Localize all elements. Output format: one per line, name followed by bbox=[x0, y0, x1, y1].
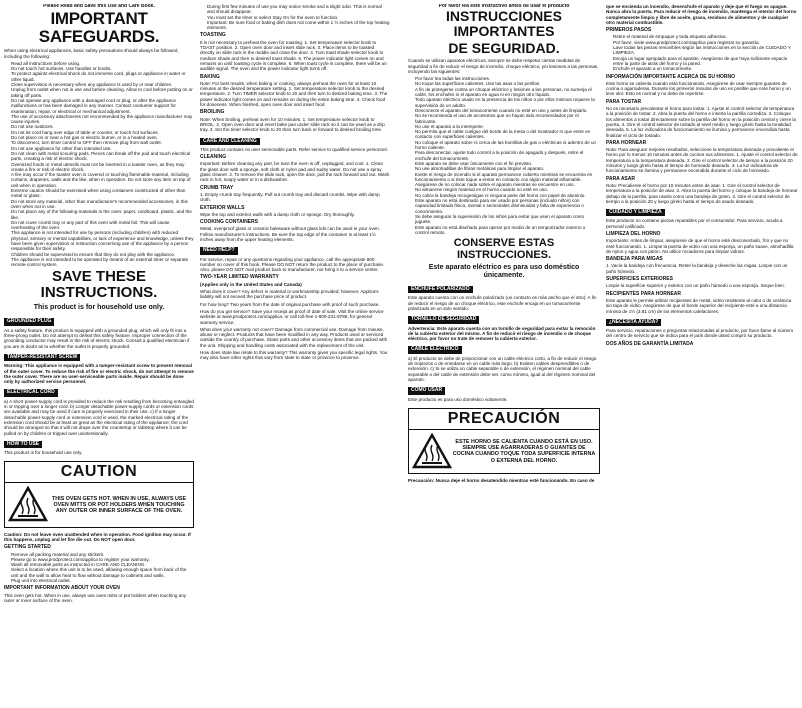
list-item: • The use of accessory attachments not recommended by the appliance manufacturer may cause injuries. bbox=[11, 114, 194, 125]
crumb-tray-heading: CRUMB TRAY bbox=[200, 184, 234, 191]
list-item: • No coloque el aparato sobre ni cerca de las hornillas de gas o eléctricas ni adentro de un horno caliente. bbox=[415, 140, 600, 151]
list-item: • Desconecte el aparato del tomacorriente cuando no esté en uso y antes de limpiarlo. bbox=[415, 108, 600, 113]
list-item: • A fin de protegerse contra un choque eléctrico y lesiones a las personas, no sumerja el cable, los enchufes ni el aparato en agua ni en ningún otro líquido. bbox=[415, 87, 600, 98]
list-item: • No toque las superficies calientes. Use las asas o las perillas. bbox=[415, 81, 600, 86]
list-item: • Se debe asegurar la supervisión de los niños para evitar que usen el aparato como juguete. bbox=[415, 214, 600, 225]
list-item: • Este aparato se debe usar únicamente con el fin previsto. bbox=[415, 161, 600, 166]
cooking-containers-text: Metal, ovenproof glass or ceramic bakeware without glass lids can be used in your oven. Follow manufacturer's instructions. Be sure the top edge of the container is at least 1½ inches away from the upper heating elements. bbox=[200, 226, 381, 242]
spanish-caution-header bbox=[409, 409, 599, 430]
list-item: • Do not cover crumb tray or any part of this oven with metal foil. This will cause overheating of the oven. bbox=[11, 220, 194, 231]
limpieza-horno-heading: LIMPIEZA DEL HORNO bbox=[606, 230, 661, 237]
exterior-walls-text: Wipe the top and exterior walls with a damp cloth or sponge. Dry thoroughly. bbox=[200, 211, 355, 217]
list-item: • Este aparato no está destinado para ser usado por personas (incluido niños) con capacidad limitada física, mental o sensoriales disminuidas y falta de experiencia o conocimiento. bbox=[415, 198, 600, 214]
bandeja-migas-heading: BANDEJA PARA MIGAS bbox=[606, 256, 663, 263]
info-horno-text: Este horno se calienta cuando está funcionando. Asegúrese de usar siempre guantes de cocina o agarraderas. Durante los primeros minutos de uso es posible que note humo y un leve olor. Esto es normal y no debe de repetirse. bbox=[606, 80, 791, 97]
english-column-2 bbox=[200, 4, 390, 704]
cuidado-limpieza-text: Este producto no contiene piezas reparables por el consumidor. Para servicio, acuda a personal calificado. bbox=[606, 218, 783, 229]
spanish-tamper-text: Advertencia: Este aparato cuenta con un tornillo de seguridad para evitar la remoción de la cubierta exterior del mismo. A fin de reducir el riesgo de incendio o de choque eléctrico, por favor no trate de remover la cubierta exterior. bbox=[408, 325, 596, 342]
necesita-ayuda-heading: ¿NECESITA AYUDA? bbox=[606, 319, 661, 326]
garantia-heading: DOS AÑOS DE GARANTÍA LIMITADA bbox=[606, 340, 694, 347]
cooking-containers-heading: COOKING CONTAINERS bbox=[200, 219, 258, 226]
list-item: • Select a location where this unit is to be used, allowing enough space from back of the unit and the wall to allow heat to flow without damage to cabinets and walls. bbox=[11, 567, 194, 578]
list-item: • You must set the timer or select Stay On for the oven to function. bbox=[207, 15, 390, 20]
broiling-heading: BROILING bbox=[200, 109, 225, 116]
baking-text: Note: For best results, when baking or cooking, always preheat the oven for at least 10 minutes at the desired temperature setting. 1. Set temperature selector knob to the desired temperature. 2. Turn TIMER selector knob to 20 and then turn to desired baking time. 3. The power indicator light comes on and remains on during the entire baking time. 4. Check food for doneness. When finished, open oven door and insert food. bbox=[200, 80, 388, 108]
list-item: • Por favor, visite www.prodprotect.com/applica para registrar su garantía. bbox=[613, 40, 798, 45]
warranty-duration: For how long? Two years from the date of original purchase with proof of such purchase. bbox=[200, 301, 380, 307]
list-item: • Close supervision is necessary when any appliance is used by or near children. bbox=[11, 82, 194, 87]
para-asar-heading: PARA ASAR bbox=[606, 175, 635, 182]
list-item: • Do not place on or near a hot gas or electric burner, or in a heated oven. bbox=[11, 135, 194, 140]
electrical-cord-text: a) A short power-supply cord is provided to reduce the risk resulting from becoming entangled in or tripping over a longer cord. b) Longer detachable power-supply cords or extension cords are available and may be used if care is properly exercised in their use. c) If a longer detachable power-supply cord or extension cord is used, the marked electrical rating of the extension cord should be at least as great as the electrical rating of the appliance; the cord should be arranged so that it will not drape over the countertop or tabletop where it can be pulled on by children or tripped over unintentionally. bbox=[4, 398, 194, 436]
list-item: • Do not operate any appliance with a damaged cord or plug, or after the appliance malfunctions or has been damaged in any manner. Contact consumer support for examination, repair, or electrical or mechanical adjustment. bbox=[11, 98, 194, 114]
spanish-cord-heading: CABLE ELÉCTRICO bbox=[408, 346, 462, 353]
list-item: • Retire el material de empaque y toda etiqueta adhesiva. bbox=[613, 34, 798, 39]
list-item: • No use almohadillas de fibras metálicas para limpiar el aparato. bbox=[415, 166, 600, 171]
baking-heading: BAKING bbox=[200, 73, 220, 80]
spanish-caution-note: Precaución: Nunca deje el horno desatendido mientras esté funcionando. En caso de bbox=[408, 478, 595, 484]
list-item: • Children should be supervised to ensure that they do not play with the appliance. bbox=[11, 252, 194, 257]
para-hornear-text: Nota: Para asegurar mejores resultados, seleccione la temperatura deseada y precaliente el horno por lo menos 10 minutos antes de cocinar sus alimentos. 1. Ajuste el control selector de temperatura a la temperatura deseada. 2. Gire el control selector de tiempo a la posición 20 minutos y luego gírelo hasta el tiempo de horneado deseado. 3. La luz indicadora de funcionamiento se ilumina y permanece encendida durante el ciclo de horneado. bbox=[606, 147, 798, 174]
spanish-kicker: Por favor lea este instructivo antes de usar el producto bbox=[438, 4, 570, 9]
list-item: • Do not touch hot surfaces. Use handles or knobs. bbox=[11, 66, 194, 71]
usage-notes-list bbox=[200, 4, 390, 30]
english-column-1 bbox=[4, 4, 194, 704]
save-instructions-title: SAVE THESE INSTRUCTIONS. bbox=[40, 268, 158, 302]
list-item: • Unplug from outlet when not in use and before cleaning. Allow to cool before putting on or taking off parts. bbox=[11, 87, 194, 98]
list-item: • Remove all packing material and any stickers. bbox=[11, 552, 194, 557]
para-asar-text: Nota: Precaliente el horno por 10 minutos antes de asar. 1. Gire el control selector de temperatura a la posición de asar. 2. Abra la puerta del horno y coloque la bandeja de hornear debajo de la parrilla, para usarla como una bandeja de goteo. 3. Gire el control selector de tiempo a la posición 20 y luego gírelo hasta el tiempo de asado deseado. bbox=[606, 182, 798, 204]
how-to-use-heading: HOW TO USE bbox=[4, 441, 42, 448]
warranty-subheading: (Applies only in the United States and Canada) bbox=[200, 281, 302, 287]
spanish-save-title: CONSERVE ESTAS INSTRUCCIONES. bbox=[453, 237, 555, 262]
spanish-intro: Cuando se utilizan aparatos eléctricos, siempre se debe respetar ciertas medidas de seguridad a fin de reducir el riesgo de incendio, choque eléctrico, y/o lesiones a las personas, incluyendo las siguientes: bbox=[408, 58, 599, 74]
spanish-safeguards-list bbox=[408, 76, 600, 235]
list-item: • No cubra la bandeja recogemigas ni ninguna parte del horno con papel de aluminio. bbox=[415, 193, 600, 198]
spanish-fire-warning: que se encienda un incendio, desenchufe el aparato y deje que el fuego se apague. Nunca abra la puerta. Para reducir el riesgo de incendio, mantenga el interior del horno completamente limpio y libre de aceite, grasa, residuos de alimentos y de cualquier otro material combustible. bbox=[606, 4, 797, 25]
list-item: • Do not clean with metal scouring pads. Pieces can break off the pad and touch electrical parts, creating a risk of electric shock. bbox=[11, 151, 194, 162]
tamper-screw-text: Warning: This appliance is equipped with a tamper-resistant screw to prevent removal of the outer cover. To reduce the risk of fire or electric shock, do not attempt to remove the outer cover. There are no user-serviceable parts inside. Repair should be done only by authorized service personnel. bbox=[4, 363, 194, 385]
exterior-walls-heading: EXTERIOR WALLS bbox=[200, 204, 245, 211]
warranty-state-law: How does state law relate to this warranty? This warranty gives you specific legal rights. You may also have other rights that vary from state to state or province to province. bbox=[200, 350, 388, 361]
spanish-caution-body bbox=[409, 430, 599, 473]
electrical-cord-heading: ELECTRICAL CORD bbox=[4, 389, 58, 396]
grounded-plug-heading: GROUNDED PLUG bbox=[4, 318, 54, 325]
list-item: • To disconnect, turn timer control to OFF then remove plug from wall outlet. bbox=[11, 140, 194, 145]
bandeja-migas-text: 1. Vacíe la bandeja con frecuencia. Retire la bandeja y deseche las migas. Limpie con un paño húmedo. bbox=[606, 263, 788, 274]
getting-started-heading: GETTING STARTED bbox=[4, 544, 51, 551]
toasting-text: It is not necessary to preheat the oven for toasting. 1. Set temperature selector knob to TOAST position. 2. Open oven door and insert slide rack. 3. Place items to be toasted directly on slide rack in the middle and close the door. 4. Turn toast shade selector knob to medium shade and then to desired toast shade. 5. The power indicator light comes on and remains on until toasting cycle is complete. 6. When toast cycle is complete, there will be an audible signal. The oven and the power indicator light turns off. bbox=[200, 39, 387, 72]
hot-surface-warning-icon bbox=[8, 486, 48, 523]
necesita-ayuda-text: Para servicio, reparaciones o preguntas relacionadas al producto, por favor llame al número del centro de servicio que se indica para el país donde usted compró su producto. bbox=[606, 328, 794, 339]
safeguards-list bbox=[4, 61, 194, 268]
caution-header bbox=[5, 462, 193, 483]
spanish-title-line1: INSTRUCCIONES IMPORTANTES bbox=[446, 8, 562, 40]
important-info-heading: IMPORTANT INFORMATION ABOUT YOUR OVEN bbox=[4, 585, 120, 592]
list-item: • Enchufe el aparato a un tomacorriente. bbox=[613, 66, 798, 71]
spanish-column-1 bbox=[408, 4, 600, 704]
list-item: • No almacene ningún material en el horno cuando no esté en uso. bbox=[415, 187, 600, 192]
safeguards-title: IMPORTANT SAFEGUARDS. bbox=[38, 9, 160, 47]
crumb-tray-text: 1. Empty crumb tray frequently. Pull out crumb tray and discard crumbs. Wipe with damp cloth. bbox=[200, 191, 380, 203]
list-item: • Todo aparato eléctrico usado en la presencia de los niños o por ellos mismos requiere la supervisión de un adulto. bbox=[415, 97, 600, 108]
superficies-text: Limpie la superficie superior y exterior con un paño húmedo o una esponja. Seque bien. bbox=[606, 283, 786, 289]
list-item: • Do not store any material, other than manufacturer's recommended accessories, in this oven when not in use. bbox=[11, 199, 194, 210]
para-hornear-heading: PARA HORNEAR bbox=[606, 139, 647, 146]
spanish-column-2 bbox=[606, 4, 798, 704]
warranty-service: How do you get service? Save your receipt as proof of date of sale. Visit the online service website at www.prodprotect.com/applica, or call toll-free 1-800-231-9786, for general warranty service. bbox=[200, 308, 384, 325]
important-info-text: This oven gets hot. When in use, always use oven mitts or pot holders when touching any outer or inner surface of the oven. bbox=[4, 592, 187, 603]
read-and-save-kicker: Please Read and Save this Use and Care Book. bbox=[43, 4, 155, 9]
spanish-title-line2: DE SEGURIDAD. bbox=[448, 40, 560, 57]
list-item: • Oversized foods or metal utensils must not be inserted in a toaster oven, as they may create a fire or risk of electric shock. bbox=[11, 162, 194, 173]
toasting-heading: TOASTING bbox=[200, 32, 226, 39]
list-item: • Do not use appliance for other than intended use. bbox=[11, 146, 194, 151]
list-item: • Do not let cord hang over edge of table or counter, or touch hot surfaces. bbox=[11, 130, 194, 135]
broiling-text: Note: When broiling, preheat oven for 10 minutes. 1. Set temperature selector knob to BROIL. 2. Open oven door and insert bake pan under slide rack so it can be used as a drip tray. 3. Set the timer selector knob to 20 then turn back or forward to desired broiling time. bbox=[200, 116, 385, 133]
grounded-plug-text: As a safety feature, this product is equipped with a grounded plug, which will only fit into a three-prong outlet. Do not attempt to defeat this safety feature. Improper connection of the grounding conductor may result in the risk of electric shock. Consult a qualified electrician if you are in doubt as to whether the outlet is properly grounded. bbox=[4, 327, 190, 349]
need-help-heading: NEED HELP? bbox=[200, 247, 238, 254]
caution-body bbox=[5, 483, 193, 526]
list-item: • Please go to www.prodprotect.com/applica to register your warranty. bbox=[11, 557, 194, 562]
primeros-pasos-list bbox=[606, 34, 798, 71]
need-help-text: For service, repair or any questions regarding your appliance, call the appropriate 800 number on cover of this book. Please DO NOT return the product to the place of purchase. Also, please DO NOT mail product back to manufacturer, nor bring it to a service center. bbox=[200, 256, 385, 273]
cleaning-text: Important: Before cleaning any part, be sure the oven is off, unplugged, and cool. 1. Clean the glass door with a sponge, soft cloth or nylon pad and sudsy water. Do not use a spray glass cleaner. 2. To remove the slide rack, open the door, pull the rack forward and out. Wash rack in hot, soapy water or in a dishwasher. bbox=[200, 161, 390, 183]
list-item: • Asegúrese de no colocar nada sobre el aparato mientras se encuentre en uso. bbox=[415, 182, 600, 187]
list-item: • Important: Be sure food or baking dish does not come within 1 ½ inches of the top heating elements. bbox=[207, 20, 390, 31]
list-item: • The appliance is not intended to be operated by means of an external timer or separate remote-control system. bbox=[11, 257, 194, 268]
spanish-use-heading: COMO USAR bbox=[408, 387, 445, 394]
care-cleaning-heading: CARE AND CLEANING bbox=[200, 138, 260, 145]
list-item: • Read all instructions before using. bbox=[11, 61, 194, 66]
caution-note: Caution: Do not leave oven unattended when in operation. Food ignition may occur. If this happens, unplug and let fire die out. Do NOT open door. bbox=[4, 531, 191, 542]
list-item: • Existe el riesgo de incendio si el aparato permanece cubierto mientras se encuentra en funcionamiento o si éste toque a entrar en contacto con algún material inflamable. bbox=[415, 172, 600, 183]
info-horno-heading: INFORMACIÓN IMPORTANTE ACERCA DE SU HORNO bbox=[606, 73, 735, 80]
recipientes-heading: RECIPIENTES PARA HORNEAR bbox=[606, 290, 682, 297]
list-item: • Plug unit into electrical outlet. bbox=[11, 578, 194, 583]
list-item: • Este aparato no está diseñado para operar por medio de un temporizador externo o control remoto. bbox=[415, 225, 600, 236]
list-item: • No use el aparato a la intemperie. bbox=[415, 124, 600, 129]
list-item: • Do not place any of the following materials in the oven: paper, cardboard, plastic, and the like. bbox=[11, 209, 194, 220]
care-cleaning-text: This product contains no user serviceable parts. Refer service to qualified service personnel. bbox=[200, 146, 388, 152]
tamper-screw-heading: TAMPER-RESISTANT SCREW bbox=[4, 354, 80, 361]
list-item: • To protect against electrical shock do not immerse cord, plugs or appliance in water or other liquid. bbox=[11, 71, 194, 82]
superficies-heading: SUPERFICIES EXTERIORES bbox=[606, 276, 673, 283]
spanish-cord-text: a) El producto se debe de proporcionar con un cable eléctrico corto, a fin de reducir el riesgo de tropiezos o de enredarse en un cable más largo. b) Existen cables desprendibles o de extensión. c) Si se utiliza un cable separable o de extensión, el régimen nominal del cable separable o del cable de extensión debe ser, como mínimo, igual al del régimen nominal del aparato. bbox=[408, 355, 597, 382]
list-item: • This appliance is not intended for use by persons (including children) with reduced physical, sensory or mental capabilities, or lack of experience and knowledge, unless they have been given supervision or instruction concerning use of the appliance by a person responsible for their safety. bbox=[11, 230, 194, 251]
warranty-heading: TWO-YEAR LIMITED WARRANTY bbox=[200, 274, 279, 281]
list-item: • Para desconectar, ajuste todo control a la posición de apagado y después, retire el enchufe del tomacorriente. bbox=[415, 150, 600, 161]
limpieza-horno-text: Importante: Antes de limpiar, asegúrese de que el horno esté desconectado, frío y que no esté funcionando. 1. Limpie la puerta de vidrio con una esponja, un paño suave, almohadilla de nylon y agua con jabón. No utilice rociadores para limpiar vidrios. bbox=[606, 238, 794, 254]
caution-box bbox=[4, 461, 194, 527]
list-item: • Escoja un lugar apropiado para el aparato. Asegúrese de que haya suficiente espacio entre la parte de atrás del horno y la pared. bbox=[613, 56, 798, 67]
list-item: • Extreme caution should be exercised when using containers constructed of other than metal or glass. bbox=[11, 188, 194, 199]
getting-started-list bbox=[4, 552, 194, 584]
spanish-caution-title: PRECAUCIÓN bbox=[447, 409, 561, 427]
spanish-use-text: Este producto es para uso doméstico solamente. bbox=[408, 396, 508, 402]
cuidado-limpieza-heading: CUIDADO Y LIMPIEZA bbox=[606, 209, 665, 216]
list-item: • A fire may occur if the toaster oven is covered or touching flammable material, including curtains, draperies, walls and the like, when in operation. Do not store any item on top of unit when in operation. bbox=[11, 172, 194, 188]
spanish-tamper-heading: TORNILLO DE SEGURIDAD bbox=[408, 316, 479, 323]
cleaning-heading: CLEANING bbox=[200, 154, 227, 161]
caution-text: THIS OVEN GETS HOT. WHEN IN USE, ALWAYS USE OVEN MITTS OR POT HOLDERS WHEN TOUCHING ANY OUTER OR INNER SURFACE OF THE OVEN. bbox=[51, 495, 187, 515]
caution-title: CAUTION bbox=[60, 463, 138, 481]
warranty-coverage: What does it cover? Any defect in material or workmanship provided; however, Applica's liability will not exceed the purchase price of product. bbox=[200, 289, 379, 300]
how-to-use-text: This product is for household use only. bbox=[4, 450, 83, 456]
spanish-grounded-text: Este aparato cuenta con un enchufe polarizado (un contacto es más ancho que el otro). A fin de reducir el riesgo de un choque eléctrico, este enchufe encaja en un tomacorriente polarizado en un solo sentido. bbox=[408, 295, 597, 311]
warranty-exclusions: What does your warranty not cover? Damage from commercial use. Damage from misuse, abuse or neglect. Products that have been modified in any way. Products used or serviced outside the country of purchase. Glass parts and other accessory items that are packed with the unit. Shipping and handling costs associated with the replacement of the unit. bbox=[200, 326, 388, 348]
list-item: • Do not use outdoors. bbox=[11, 124, 194, 129]
spanish-caution-text: ESTE HORNO SE CALIENTA CUANDO ESTÁ EN USO. SIEMPRE USE AGARRADERAS O GUANTES DE COCINA CUANDO TOQUE TODA SUPERFICIE INTERNA O EXTERNA DEL HORNO. bbox=[452, 439, 596, 464]
primeros-pasos-heading: PRIMEROS PASOS bbox=[606, 27, 652, 34]
spanish-household-note: Este aparato eléctrico es para uso doméstico únicamente. bbox=[428, 264, 580, 280]
recipientes-text: Este aparato le permite utilizar recipientes de metal, vidrio resistente al calor o de cerámica sin tapa de vidrio. Asegúrese de que el borde superior del recipiente esté a una distancia mínima de 1½ (3.81 cm) de los elementos calefactores. bbox=[606, 297, 792, 314]
para-tostar-heading: PARA TOSTAR bbox=[606, 98, 642, 105]
para-tostar-text: No es necesario precalentar el horno para tostar. 1. Ajuste el control selector de temperatura a la posición de tostar. 2. Abra la puerta del horno e inserte la parrilla corrediza. 3. Coloque los alimentos a tostar directamente sobre la parrilla del horno en la posición central y cierre la puerta. 4. Gire el control selector de tostado al nivel medio y luego gírelo hasta la tonalidad deseada. 5. La luz indicadora de funcionamiento se ilumina y permanece encendida hasta finalizar el ciclo de tostado. bbox=[606, 106, 796, 138]
spanish-grounded-heading: ENCHUFE POLARIZADO bbox=[408, 286, 473, 293]
list-item: • No se recomienda el uso de accesorios que no hayan sido recomendados por el fabricante. bbox=[415, 113, 600, 124]
list-item: • No permita que el cable cuelgue del borde de la mesa o del mostrador ni que entre en contacto con superficies calientes. bbox=[415, 129, 600, 140]
list-item: • Lave todas las piezas removibles según las instrucciones en la sección de CUIDADO Y LIMPIEZA. bbox=[613, 45, 798, 56]
hot-surface-warning-icon bbox=[412, 433, 452, 470]
list-item: • Wash all removable parts as instructed in CARE AND CLEANING. bbox=[11, 562, 194, 567]
list-item: • Por favor lea todas las instrucciones. bbox=[415, 76, 600, 81]
household-use-note: This product is for household use only. bbox=[33, 304, 165, 312]
safeguards-intro: When using electrical appliances, basic safety precautions should always be followed, including the following: bbox=[4, 48, 179, 59]
list-item: • During first few minutes of use you may notice smoke and a slight odor. This is normal and should disappear. bbox=[207, 4, 390, 15]
spanish-caution-box bbox=[408, 408, 600, 474]
